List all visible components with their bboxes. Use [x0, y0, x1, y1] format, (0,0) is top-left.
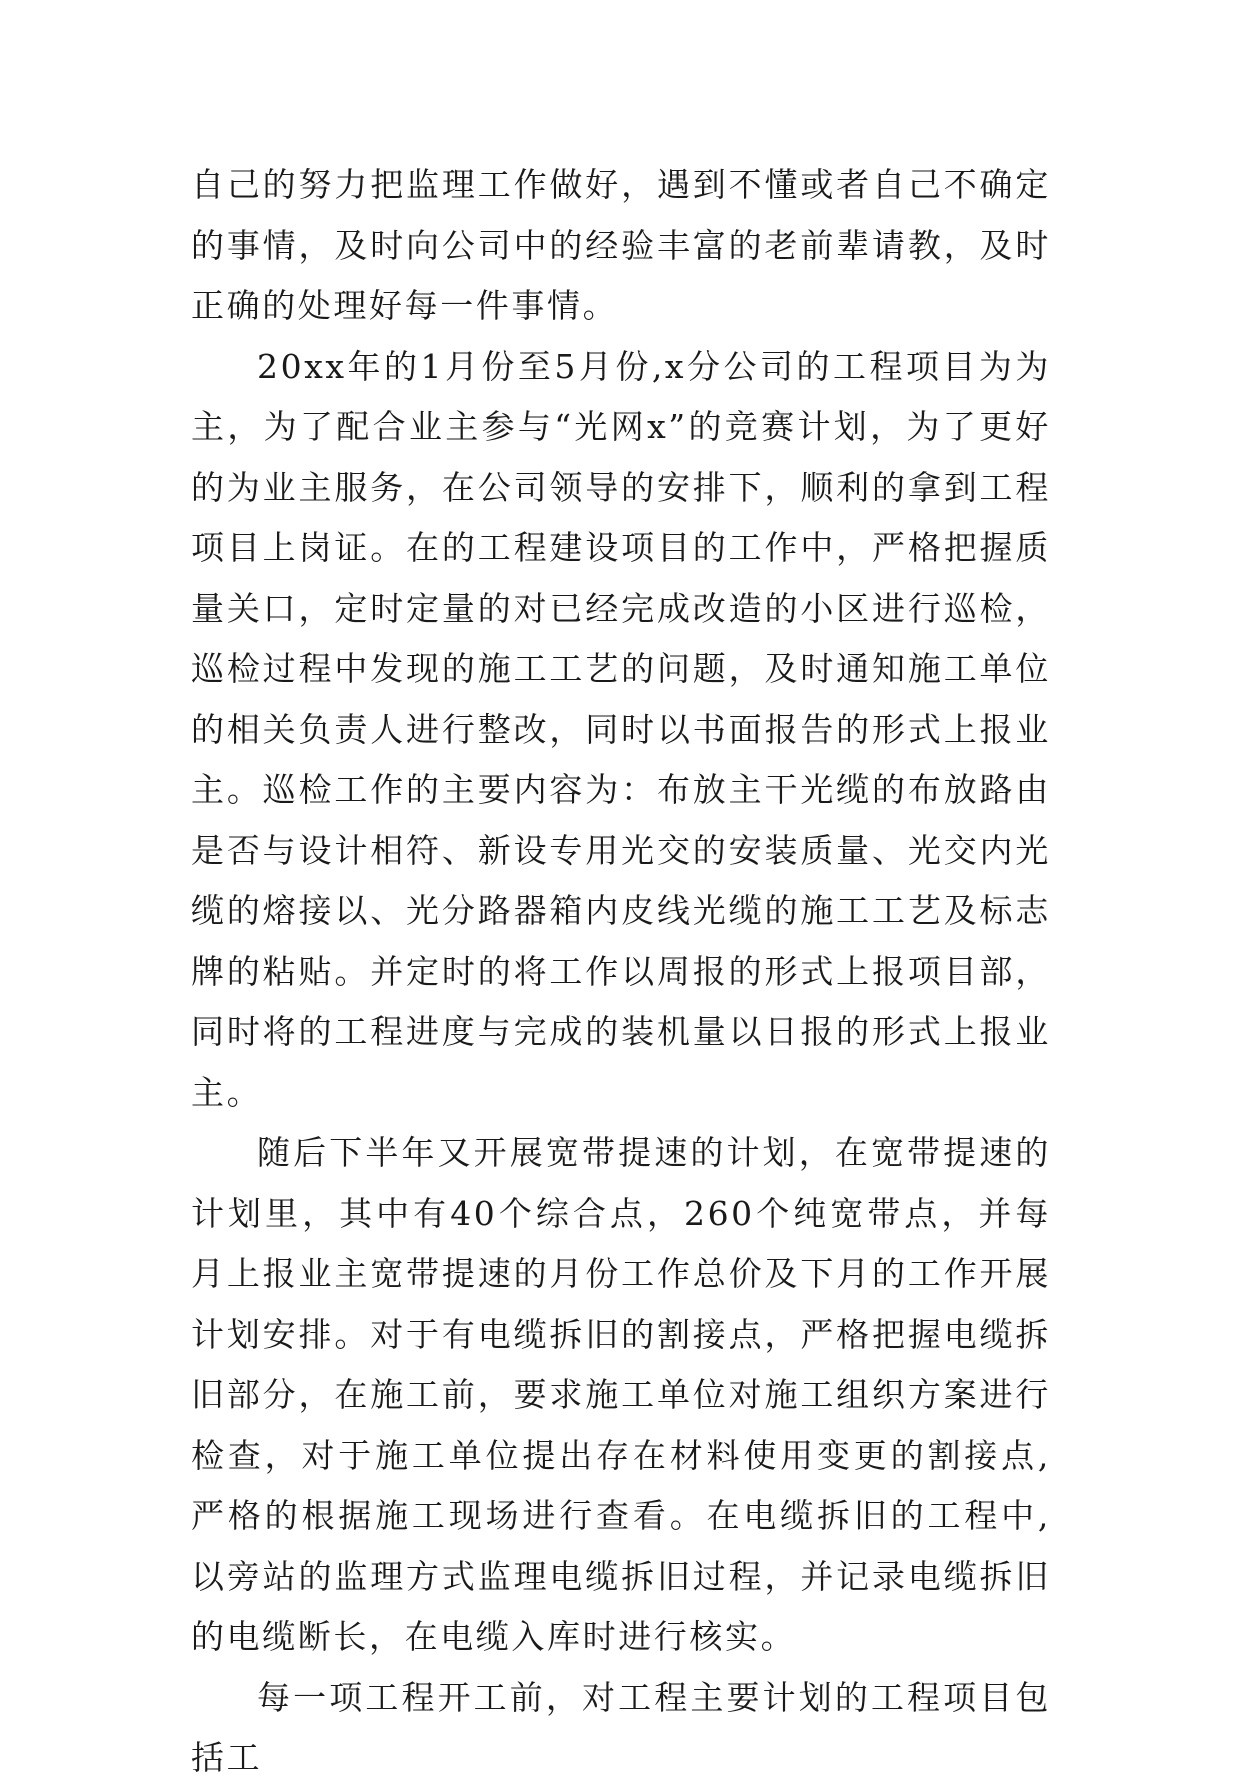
paragraph-1: 自己的努力把监理工作做好，遇到不懂或者自己不确定的事情，及时向公司中的经验丰富的老前辈请教，及时正确的处理好每一件事情。 [191, 165, 1051, 325]
paragraph-3: 随后下半年又开展宽带提速的计划，在宽带提速的计划里，其中有40个综合点，260个纯宽带点，并每月上报业主宽带提速的月份工作总价及下月的工作开展计划安排。对于有电缆拆旧的割接点，严格把握电缆拆旧部分，在施工前，要求施工单位对施工组织方案进行检查，对于施工单位提出存在材料使用变更的割接点,严格的根据施工现场进行查看。在电缆拆旧的工程中,以旁站的监理方式监理电缆拆旧过程，并记录电缆拆旧的电缆断长，在电缆入库时进行核实。 [191, 1133, 1051, 1656]
paragraph-2: 20xx年的1月份至5月份,x分公司的工程项目为为主，为了配合业主参与“光网x”的竞赛计划，为了更好的为业主服务，在公司领导的安排下，顺利的拿到工程项目上岗证。在的工程建设项目的工作中，严格把握质量关口，定时定量的对已经完成改造的小区进行巡检，巡检过程中发现的施工工艺的问题，及时通知施工单位的相关负责人进行整改，同时以书面报告的形式上报业主。巡检工作的主要内容为：布放主干光缆的布放路由是否与设计相符、新设专用光交的安装质量、光交内光缆的熔接以、光分路器箱内皮线光缆的施工工艺及标志牌的粘贴。并定时的将工作以周报的形式上报项目部，同时将的工程进度与完成的装机量以日报的形式上报业主。 [191, 346, 1051, 1112]
paragraph-4: 每一项工程开工前，对工程主要计划的工程项目包括工 [191, 1677, 1051, 1777]
document-body [191, 155, 1051, 1789]
